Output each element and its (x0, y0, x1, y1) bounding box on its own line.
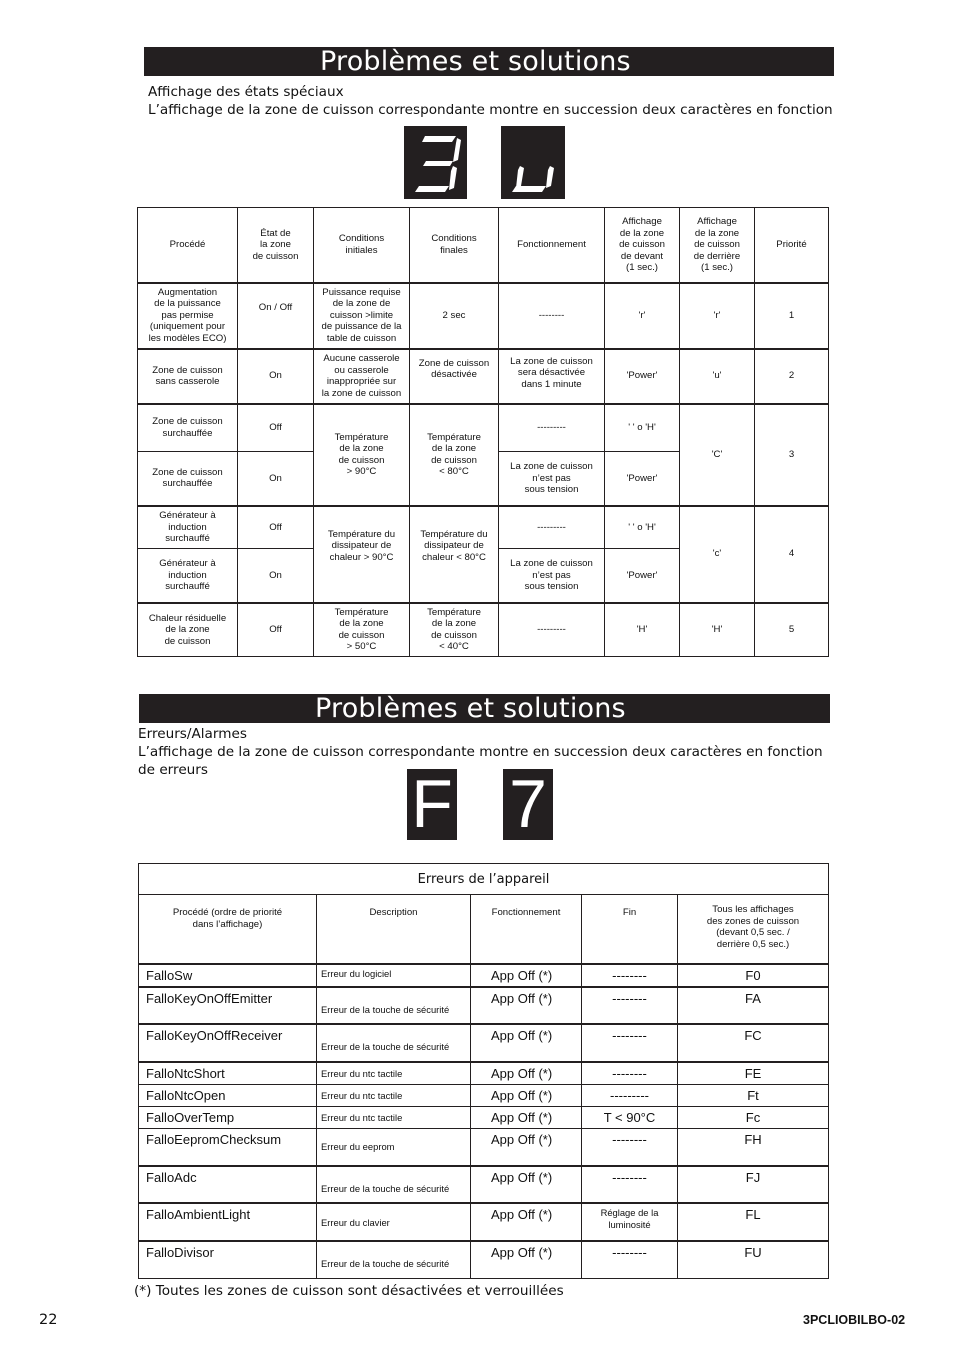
table-row: FalloDivisor Erreur de la touche de sécurité App Off (*) -------- FU (139, 1241, 829, 1278)
table-row: Augmentation de la puissance pas permise (uniquement pour les modèles ECO) On / Off Puissance requise de la zone de cuisson >limite de puissance de la table de cuisson 2 sec -------- 'r' 'r' 1 (138, 283, 829, 349)
intro-errors (138, 725, 838, 779)
intro-text: L’affichage de la zone de cuisson correspondante montre en succession deux caractères en fonction (138, 744, 823, 760)
table-row: FalloAdc Erreur de la touche de sécurité App Off (*) -------- FJ (139, 1166, 829, 1203)
header-affichages: Tous les affichages des zones de cuisson (devant 0,5 sec. / derrière 0,5 sec.) (678, 895, 829, 964)
intro-text: L’affichage de la zone de cuisson correspondante montre en succession deux caractères en fonction (148, 102, 833, 118)
segment-3-icon (404, 126, 467, 199)
table-row: FalloNtcShort Erreur du ntc tactile App Off (*) -------- FE (139, 1062, 829, 1085)
table-row: FalloAmbientLight Erreur du clavier App Off (*) Réglage de la luminosité FL (139, 1203, 829, 1241)
table-row: Générateur à induction surchauffé Off Température du dissipateur de chaleur > 90°C Température du dissipateur de chaleur < 80°C --------- ' ' o 'H' 'c' 4 (138, 506, 829, 549)
digit-char: F (411, 766, 453, 842)
header-procede: Procédé (138, 208, 238, 283)
page-number: 22 (39, 1312, 58, 1328)
table-row: Générateur à induction surchauffé On La zone de cuisson n’est pas sous tension 'Power' (138, 549, 829, 603)
table-row: FalloKeyOnOffEmitter Erreur de la touche de sécurité App Off (*) -------- FA (139, 987, 829, 1024)
table-row: Chaleur résiduelle de la zone de cuisson Off Température de la zone de cuisson > 50°C Température de la zone de cuisson < 40°C --------- 'H' 'H' 5 (138, 603, 829, 657)
table-title: Erreurs de l’appareil (139, 864, 829, 895)
header-description: Description (317, 895, 471, 964)
document-code: 3PCLIOBILBO-02 (803, 1313, 906, 1327)
table-row: FalloKeyOnOffReceiver Erreur de la touche de sécurité App Off (*) -------- FC (139, 1024, 829, 1062)
header-affichage-devant: Affichage de la zone de cuisson de devant (1 sec.) (605, 208, 680, 283)
table-row: FalloNtcOpen Erreur du ntc tactile App Off (*) --------- Ft (139, 1084, 829, 1106)
table-row: Zone de cuisson surchauffée On La zone de cuisson n’est pas sous tension 'Power' (138, 452, 829, 506)
footnote: (*) Toutes les zones de cuisson sont désactivées et verrouillées (134, 1283, 564, 1299)
table-row: Zone de cuisson sans casserole On Aucune casserole ou casserole inappropriée sur la zone de cuisson Zone de cuisson désactivée La zone de cuisson sera désactivée dans 1 minute 'Power' 'u' 2 (138, 349, 829, 404)
intro-heading: Affichage des états spéciaux (148, 84, 344, 100)
seven-segment-digit-3 (404, 126, 467, 199)
header-etat: État de la zone de cuisson (238, 208, 314, 283)
table-row: FalloEepromChecksum Erreur du eeprom App Off (*) -------- FH (139, 1128, 829, 1166)
display-char-f (407, 766, 457, 842)
intro-text-cont: de erreurs (138, 762, 208, 778)
header-priorite: Priorité (755, 208, 829, 283)
special-states-table (137, 207, 829, 657)
header-affichage-derriere: Affichage de la zone de cuisson de derrière (1 sec.) (680, 208, 755, 283)
section-title-errors: Problèmes et solutions (139, 694, 830, 723)
header-conditions-initiales: Conditions initiales (314, 208, 410, 283)
table-row: FalloOverTemp Erreur du ntc tactile App Off (*) T < 90°C Fc (139, 1106, 829, 1128)
digit-char: 7 (509, 766, 547, 842)
error-codes-table (138, 863, 829, 1279)
header-conditions-finales: Conditions finales (410, 208, 499, 283)
segment-u-icon (501, 126, 565, 199)
header-fonctionnement: Fonctionnement (471, 895, 582, 964)
header-fonctionnement: Fonctionnement (499, 208, 605, 283)
header-fin: Fin (582, 895, 678, 964)
intro-special-states (148, 83, 848, 119)
section-title-special-states: Problèmes et solutions (144, 47, 834, 76)
header-procede: Procédé (ordre de priorité dans l’affichage) (139, 895, 317, 964)
display-char-7 (503, 766, 553, 842)
intro-heading: Erreurs/Alarmes (138, 726, 247, 742)
table-row: FalloSw Erreur du logiciel App Off (*) -------- F0 (139, 964, 829, 987)
table-row: Zone de cuisson surchauffée Off Température de la zone de cuisson > 90°C Température de la zone de cuisson < 80°C --------- ' ' o 'H' 'C' 3 (138, 404, 829, 452)
seven-segment-char-u (501, 126, 565, 199)
